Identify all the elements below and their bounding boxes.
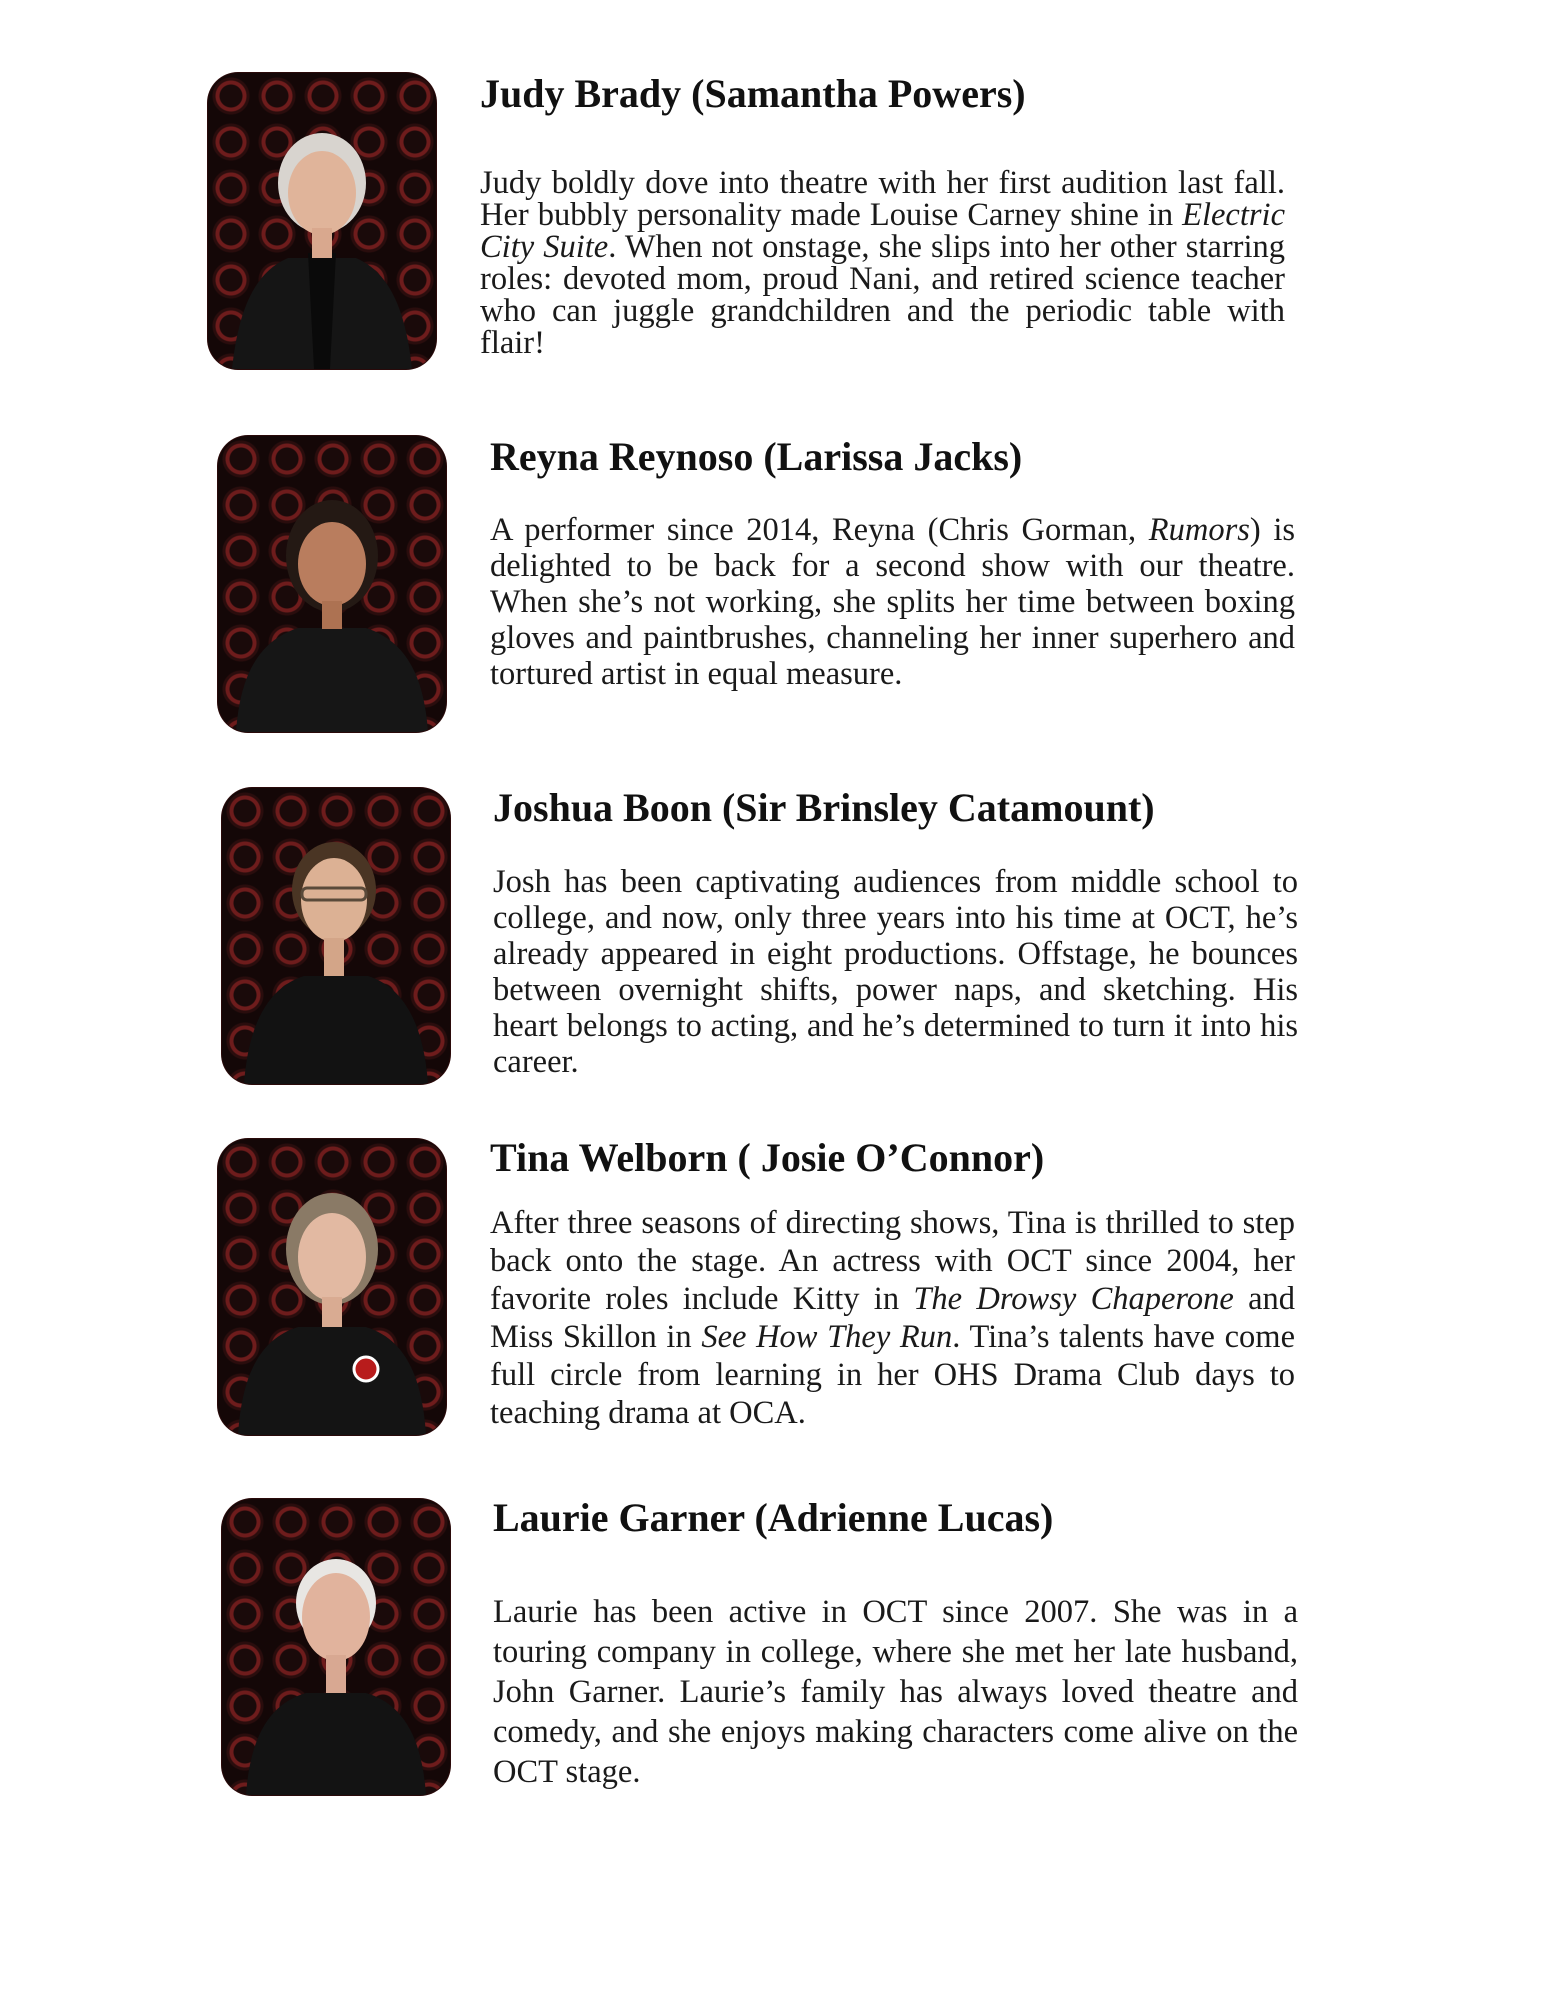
italic-title: The Drowsy Chaperone: [913, 1281, 1234, 1317]
italic-title: See How They Run: [701, 1319, 953, 1355]
headshot-photo: [222, 788, 450, 1084]
cast-member-name: Tina Welborn ( Josie O’Connor): [490, 1135, 1045, 1180]
person-silhouette-icon: [218, 1139, 446, 1435]
person-silhouette-icon: [222, 788, 450, 1084]
italic-title: Electric City Suite: [480, 197, 1285, 265]
headshot-photo: [208, 73, 436, 369]
headshot-photo: [218, 436, 446, 732]
headshot-photo: [218, 1139, 446, 1435]
cast-member-bio: A performer since 2014, Reyna (Chris Gorman, Rumors) is delighted to be back for a second show with our theatre. When she’s not working, she splits her time between boxing gloves and paintbrushes, channeling her inner superhero and tortured artist in equal measure.: [490, 512, 1295, 692]
person-silhouette-icon: [218, 436, 446, 732]
person-silhouette-icon: [222, 1499, 450, 1795]
italic-title: Rumors: [1148, 512, 1250, 548]
person-silhouette-icon: [208, 73, 436, 369]
cast-member-bio: Laurie has been active in OCT since 2007. She was in a touring company in college, where she met her late husband, John Garner. Laurie’s family has always loved theatre and comedy, and she enjoys making characters come alive on the OCT stage.: [493, 1594, 1298, 1790]
cast-member-name: Judy Brady (Samantha Powers): [480, 71, 1026, 116]
cast-member-name: Laurie Garner (Adrienne Lucas): [493, 1495, 1054, 1540]
cast-member-name: Joshua Boon (Sir Brinsley Catamount): [493, 785, 1155, 830]
cast-member-bio: Josh has been captivating audiences from middle school to college, and now, only three years into his time at OCT, he’s already appeared in eight productions. Offstage, he bounces between overnight shifts, power naps, and sketching. His heart belongs to acting, and he’s determined to turn it into his career.: [493, 864, 1298, 1080]
headshot-photo: [222, 1499, 450, 1795]
cast-member-name: Reyna Reynoso (Larissa Jacks): [490, 434, 1023, 479]
cast-member-bio: Judy boldly dove into theatre with her first audition last fall. Her bubbly personality made Louise Carney shine in Electric City Suite. When not onstage, she slips into her other starring roles: devoted mom, proud Nani, and retired science teacher who can juggle grandchildren and the periodic table with flair!: [480, 165, 1286, 361]
cast-member-bio: After three seasons of directing shows, Tina is thrilled to step back onto the stage. An actress with OCT since 2004, her favorite roles include Kitty in The Drowsy Chaperone and Miss Skillon in See How They Run. Tina’s talents have come full circle from learning in her OHS Drama Club days to teaching drama at OCA.: [490, 1205, 1295, 1431]
